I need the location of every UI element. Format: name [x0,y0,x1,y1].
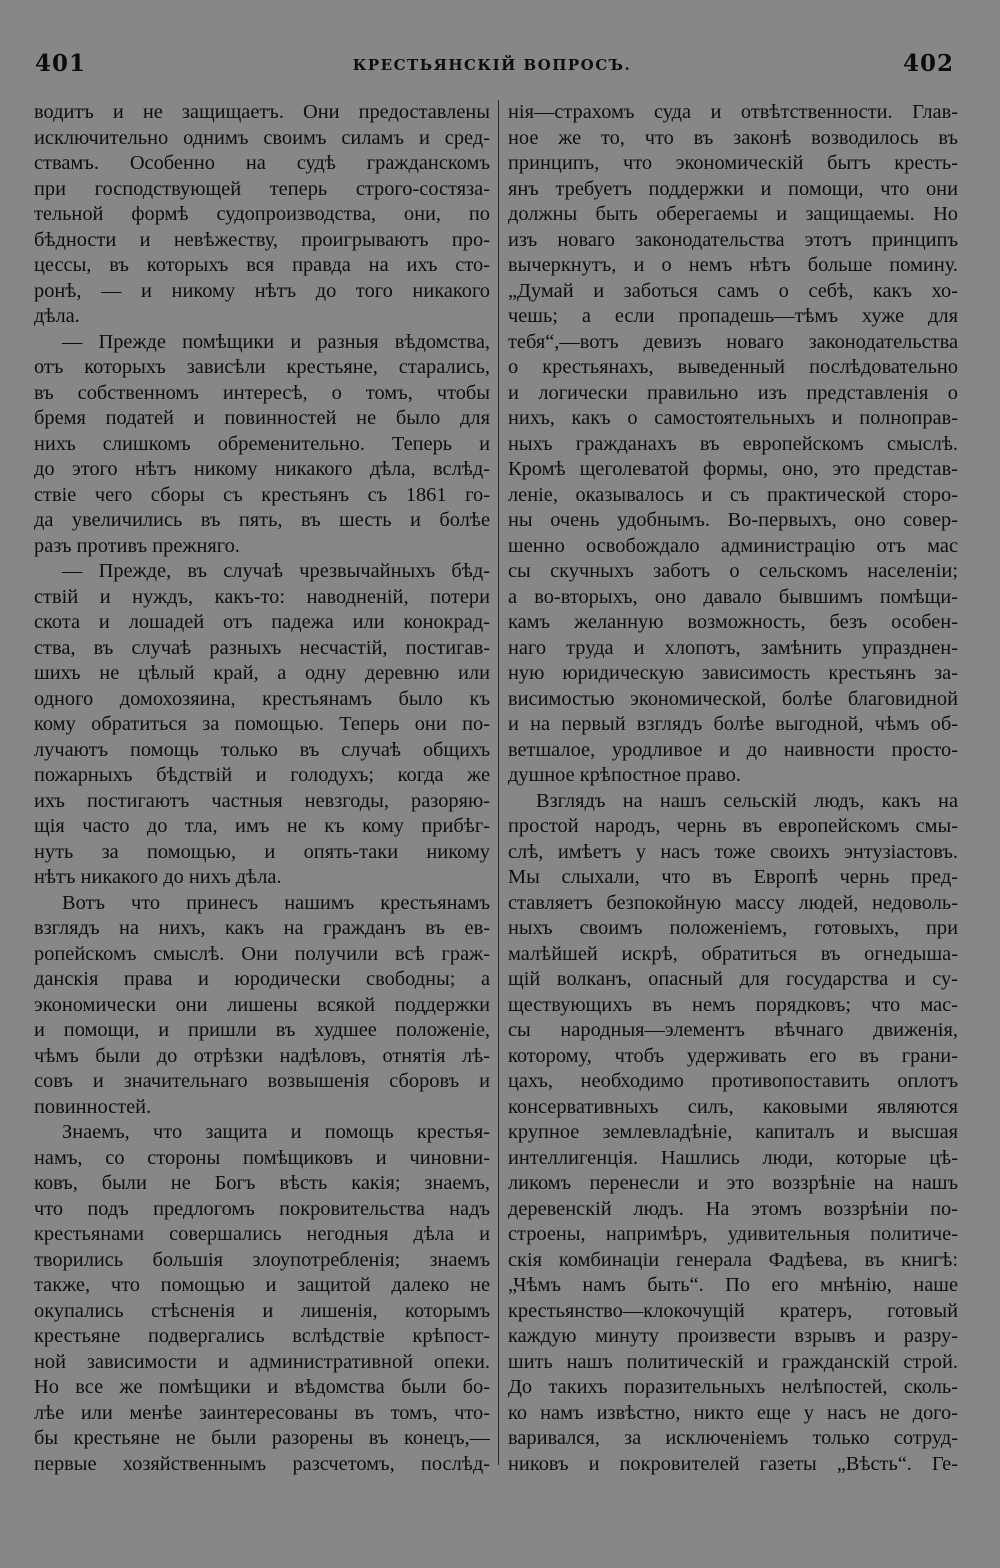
text-line: данскія права и юродически свободны; а [34,968,490,990]
text-line: Взглядъ на нашъ сельскій людъ, какъ на [536,789,958,812]
text-line: экономически они лишены всякой поддержки [34,993,490,1016]
text-line: ствамъ. Особенно на судѣ гражданскомъ [34,152,490,174]
text-line: слѣ, имѣетъ у насъ тоже своихъ энтузіастовъ. [508,840,958,863]
text-line: висимостью экономической, болѣе благовидной [508,687,958,710]
text-line: творились большія злоупотребленія; знаемъ [34,1248,490,1271]
text-line: сы народныя—элементъ вѣчнаго движенія, [508,1019,958,1041]
text-line: принципъ, что экономическій бытъ кресть- [508,152,958,174]
text-line: „Чѣмъ намъ быть“. По его мнѣнію, наше [508,1274,958,1296]
text-line: камъ желанную возможность, безъ особен- [508,611,958,633]
text-line: которому, чтобъ удерживать его въ грани- [508,1044,958,1067]
running-title: КРЕСТЬЯНСКІЙ ВОПРОСЪ. [352,56,632,74]
text-line: ветшалое, уродливое и до наивности просто- [508,738,958,761]
text-line: Но все же помѣщики и вѣдомства были бо- [34,1376,490,1398]
text-line: первые хозяйственнымъ разсчетомъ, послѣд- [34,1452,490,1475]
text-line: шить нашъ политическій и гражданскій строй. [508,1350,958,1373]
text-line: душное крѣпостное право. [508,764,741,786]
text-line: дѣла. [34,305,80,327]
text-line: ихъ постигаютъ частныя невзгоды, разоряю- [34,789,490,812]
text-line: ствій и нуждъ, какъ-то: наводненій, потери [34,585,490,608]
text-line: щій волканъ, опасный для государства и су- [508,968,958,990]
text-line: цахъ, необходимо противопоставить оплотъ [508,1070,958,1092]
text-line: вычеркнутъ, и о немъ нѣтъ больше помину. [508,254,958,276]
text-line: Кромѣ щеголеватой формы, оно, это представ- [508,458,958,480]
text-line: должны быть оберегаемы и защищаемы. Но [508,203,958,225]
text-line: ронѣ, — и никому нѣтъ до того никакого [34,279,490,302]
text-line: ныхъ своимъ положеніемъ, готовыхъ, при [508,917,958,939]
text-line: о крестьянахъ, выведенный послѣдовательно [508,356,958,378]
text-line: да увеличились въ пять, въ шесть и болѣе [34,509,490,531]
text-line: консервативныхъ силъ, каковыми являются [508,1095,958,1118]
text-line: совъ и значительнаго возвышенія сборовъ и [34,1070,490,1092]
text-line: наго труда и хлопотъ, замѣнить упразднен- [508,636,958,659]
text-line: скота и лошадей отъ падежа или конокрад- [34,611,490,633]
text-line: щія часто до тла, имъ не къ кому прибѣг- [34,815,490,837]
text-line: ставляетъ безпокойную массу людей, недоволь- [508,891,958,914]
text-line: ства, въ случаѣ разныхъ несчастій, постигав- [34,636,490,659]
text-line: ное же то, что въ законѣ возводилось въ [508,126,958,149]
text-line: „Думай и заботься самъ о себѣ, какъ хо- [508,279,958,302]
text-line: До такихъ поразительныхъ нелѣпостей, сколь- [508,1376,958,1398]
text-line: ствіе чего сборы съ крестьянъ съ 1861 го- [34,483,490,506]
text-line: пожарныхъ бѣдствій и голодухъ; когда же [34,764,490,786]
text-line: интеллигенція. Нашлись люди, которые цѣ- [508,1146,958,1169]
text-line: ной зависимости и административной опеки. [34,1350,490,1373]
left-text-column [34,100,490,1550]
running-header [30,48,954,88]
text-line: деревенскій людъ. На этомъ воззрѣніи по- [508,1197,958,1220]
text-line: отъ которыхъ зависѣли крестьяне, старались, [34,356,490,378]
text-line: цессы, въ которыхъ вся правда на ихъ сто- [34,254,490,276]
text-line: бремя податей и повинностей не было для [34,407,490,429]
text-line: Вотъ что принесъ нашимъ крестьянамъ [62,891,490,914]
text-line: крупное землевладѣніе, капиталъ и высшая [508,1121,958,1143]
text-line: окупались стѣсненія и лишенія, которымъ [34,1299,490,1322]
text-line: крестьянство—клокочущій кратеръ, готовый [508,1299,958,1322]
text-line: до этого нѣтъ никому никакого дѣла, вслѣд- [34,458,490,480]
text-line: ную юридическую зависимость крестьянъ за- [508,662,958,684]
text-line: повинностей. [34,1095,152,1118]
text-line: ны очень удобнымъ. Во-первыхъ, оно совер- [508,509,958,531]
text-line: нихъ, какъ о самостоятельныхъ и полноправ- [508,407,958,429]
text-line: взглядъ на нихъ, какъ на гражданъ въ ев- [34,917,490,939]
text-line: нихъ слишкомъ обременительно. Теперь и [34,432,490,455]
text-line: водитъ и не защищаетъ. Они предоставлены [34,101,490,123]
text-line: одного домохозяина, крестьянамъ было къ [34,687,490,710]
text-line: малѣйшей искрѣ, обратиться въ огнедыша- [508,942,958,965]
text-line: тельной формѣ судопроизводства, они, по [34,203,490,225]
text-line: шихъ не цѣлый край, а одну деревню или [34,662,490,684]
text-line: тебя“,—вотъ девизъ новаго законодательства [508,330,958,353]
text-line: шенно освобождало администрацію отъ мас [508,534,958,557]
text-line: нѣтъ никакого до нихъ дѣла. [34,866,282,888]
text-line: ныхъ гражданахъ въ европейскомъ смыслѣ. [508,432,958,455]
text-line: скія комбинаціи генерала Фадѣева, въ книгѣ: [508,1248,958,1271]
text-line: нія—страхомъ суда и отвѣтственности. Глав- [508,101,958,123]
text-line: бы крестьяне не были разорены въ конецъ,— [34,1427,490,1449]
text-line: ликомъ перенесли и это воззрѣніе на нашъ [508,1172,958,1194]
text-line: что подъ предлогомъ покровительства надъ [34,1197,490,1220]
page-number-right: 402 [902,50,954,77]
text-line: крестьяне подвергались вслѣдствіе крѣпост- [34,1325,490,1347]
text-line: ществующихъ въ немъ порядковъ; что мас- [508,993,958,1016]
text-line: Знаемъ, что защита и помощь крестья- [62,1121,490,1143]
text-line: Мы слыхали, что въ Европѣ чернь пред- [508,866,958,888]
text-line: и помощи, и пришли въ худшее положеніе, [34,1019,490,1041]
text-line: также, что помощью и защитой далеко не [34,1274,490,1296]
text-line: леніе, оказывалось и съ практической сторо- [508,483,958,506]
column-divider [498,100,499,1465]
text-line: лѣе или менѣе заинтересованы въ томъ, что- [34,1401,490,1424]
text-line: а во-вторыхъ, оно давало бывшимъ помѣщи- [508,585,958,608]
text-line: — Прежде, въ случаѣ чрезвычайныхъ бѣд- [62,560,490,582]
text-line: ковъ, были не Богъ вѣсть какія; знаемъ, [34,1172,490,1194]
text-line: намъ, со стороны помѣщиковъ и чиновни- [34,1146,490,1169]
right-text-column [508,100,958,1550]
text-line: бѣдности и невѣжеству, проигрываютъ про- [34,228,490,251]
text-line: сы скучныхъ заботъ о сельскомъ населеніи; [508,560,958,582]
text-line: кому обратиться за помощью. Теперь они по- [34,713,490,735]
page-number-left: 401 [35,50,87,77]
text-line: ко намъ извѣстно, никто еще у насъ не дого- [508,1401,958,1424]
text-line: чѣмъ были до отрѣзки надѣловъ, отнятія лѣ- [34,1044,490,1067]
text-line: варивался, за исключеніемъ только сотруд- [508,1427,958,1449]
text-line: разъ противъ прежняго. [34,534,240,557]
text-line: крестьянами совершались негодныя дѣла и [34,1223,490,1245]
text-line: простой народъ, чернь въ европейскомъ смы- [508,815,958,837]
text-line: строены, напримѣръ, удивительныя политиче- [508,1223,958,1245]
text-line: никовъ и покровителей газеты „Вѣсть“. Ге- [508,1452,958,1475]
text-line: изъ новаго законодательства этотъ принципъ [508,228,958,251]
text-line: въ собственномъ интересѣ, о томъ, чтобы [34,381,490,404]
text-line: исключительно однимъ своимъ силамъ и сред- [34,126,490,149]
text-line: чешь; а если пропадешь—тѣмъ хуже для [508,305,958,327]
text-line: и на первый взглядъ болѣе выгодной, чѣмъ об- [508,713,958,735]
text-line: нуть за помощью, и опять-таки никому [34,840,490,863]
text-line: при господствующей теперь строго-состяза- [34,177,490,200]
text-line: янъ требуетъ поддержки и помощи, что они [508,177,958,200]
text-line: и логически правильно изъ представленія о [508,381,958,404]
text-line: — Прежде помѣщики и разныя вѣдомства, [62,330,490,353]
text-line: каждую минуту произвести взрывъ и разру- [508,1325,958,1347]
text-line: ропейскомъ смыслѣ. Они получили всѣ граж- [34,942,490,965]
text-line: лучаютъ помощь только въ случаѣ общихъ [34,738,490,761]
